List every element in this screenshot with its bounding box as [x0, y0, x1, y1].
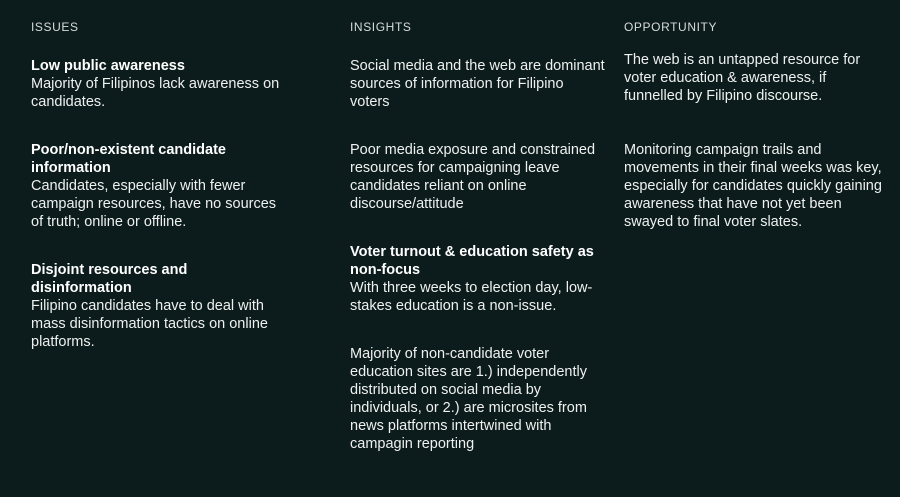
- issue-item: [31, 261, 291, 351]
- issue-title: Poor/non-existent candidate information: [31, 142, 226, 176]
- insight-body: Poor media exposure and constrained resources for campaigning leave candidates reliant on online discourse/attitude: [350, 142, 596, 212]
- insight-item: [350, 243, 605, 315]
- opportunity-body: Monitoring campaign trails and movements in their final weeks was key, especially for candidates quickly gaining awareness that have not yet been swayed to final voter slates.: [624, 142, 882, 230]
- issue-body: Candidates, especially with fewer campaign resources, have no sources of truth; online or offline.: [31, 178, 277, 230]
- insight-item: [350, 141, 605, 213]
- insight-body: Majority of non-candidate voter education sites are 1.) independently distributed on social media by individuals, or 2.) are microsites from news platforms intertwined with campagin reporting: [350, 346, 587, 452]
- opportunity-heading: OPPORTUNITY: [624, 20, 718, 34]
- insight-title: Voter turnout & education safety as non-focus: [350, 244, 594, 278]
- insight-item: [350, 345, 605, 453]
- issue-body: Filipino candidates have to deal with mass disinformation tactics on online platforms.: [31, 298, 268, 350]
- issues-heading: ISSUES: [31, 20, 79, 34]
- opportunity-item: [624, 141, 884, 231]
- opportunity-body: The web is an untapped resource for voter education & awareness, if funnelled by Filipino discourse.: [624, 52, 861, 104]
- insight-item: [350, 57, 605, 111]
- issue-item: [31, 57, 291, 111]
- issue-item: [31, 141, 291, 231]
- issue-title: Low public awareness: [31, 58, 185, 74]
- insight-body: Social media and the web are dominant sources of information for Filipino voters: [350, 58, 605, 110]
- insights-heading: INSIGHTS: [350, 20, 412, 34]
- issue-title: Disjoint resources and disinformation: [31, 262, 188, 296]
- opportunity-item: [624, 51, 884, 105]
- insight-body: With three weeks to election day, low-stakes education is a non-issue.: [350, 280, 593, 314]
- issue-body: Majority of Filipinos lack awareness on candidates.: [31, 76, 280, 110]
